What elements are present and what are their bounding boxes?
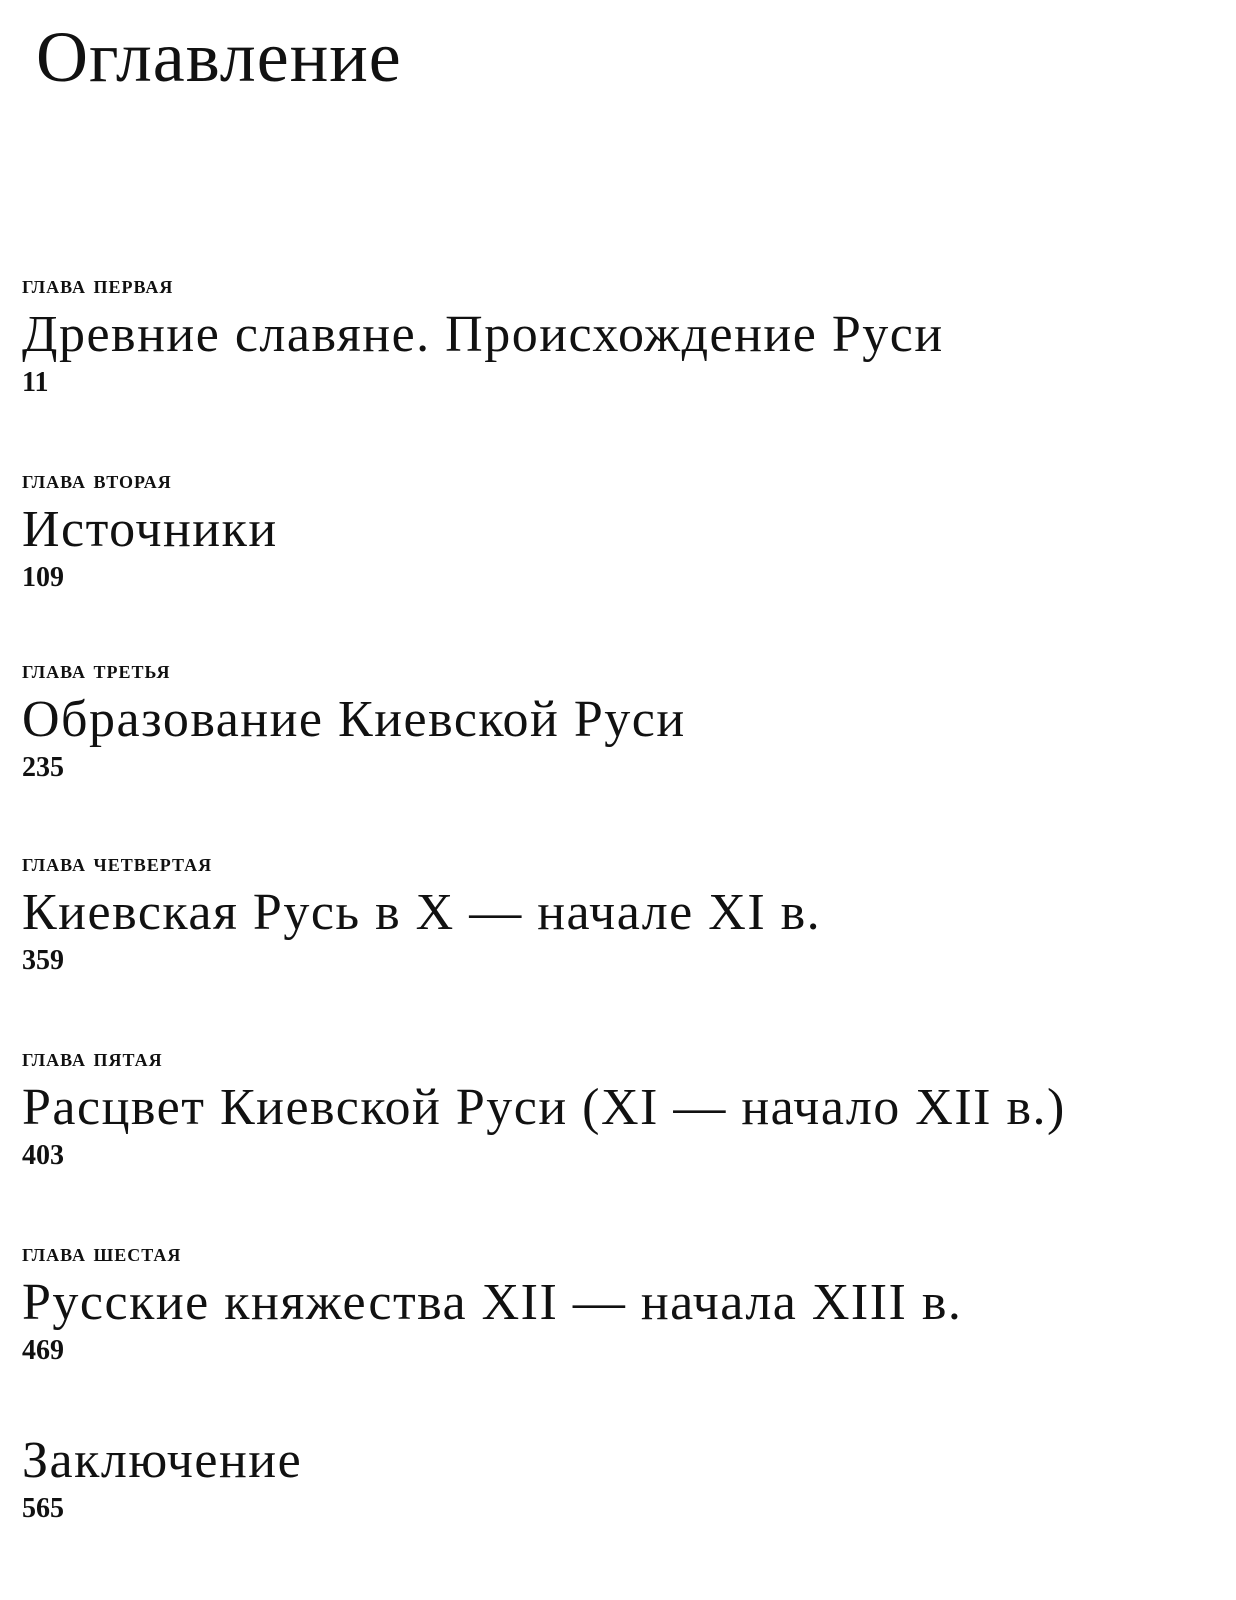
toc-entry-chapter-1[interactable] <box>22 270 1212 400</box>
chapter-page-number: 469 <box>22 1335 64 1366</box>
toc-entry-chapter-6[interactable] <box>22 1238 1212 1368</box>
chapter-label: глава третья <box>22 655 171 684</box>
chapter-page-number: 403 <box>22 1140 64 1171</box>
page-title: Оглавление <box>36 17 402 97</box>
chapter-page-number: 359 <box>22 945 64 976</box>
chapter-title: Киевская Русь в X — начале XI в. <box>22 884 822 941</box>
chapter-title: Древние славяне. Происхождение Руси <box>22 306 944 363</box>
chapter-title: Заключение <box>22 1432 303 1489</box>
toc-entry-chapter-4[interactable] <box>22 848 1212 978</box>
chapter-title: Русские княжества XII — начала XIII в. <box>22 1274 963 1331</box>
chapter-label: глава первая <box>22 270 174 299</box>
chapter-page-number: 235 <box>22 752 64 783</box>
chapter-title: Расцвет Киевской Руси (XI — начало XII в.) <box>22 1079 1066 1136</box>
toc-entry-chapter-2[interactable] <box>22 465 1212 595</box>
toc-entry-chapter-3[interactable] <box>22 655 1212 785</box>
chapter-page-number: 109 <box>22 562 64 593</box>
chapter-label: глава вторая <box>22 465 172 494</box>
toc-entry-conclusion[interactable] <box>22 1430 1212 1526</box>
chapter-label: глава пятая <box>22 1043 163 1072</box>
toc-entry-chapter-5[interactable] <box>22 1043 1212 1173</box>
chapter-label: глава четвертая <box>22 848 213 877</box>
chapter-page-number: 565 <box>22 1493 64 1524</box>
chapter-title: Источники <box>22 501 278 558</box>
chapter-title: Образование Киевской Руси <box>22 691 686 748</box>
chapter-label: глава шестая <box>22 1238 182 1267</box>
chapter-page-number: 11 <box>22 367 49 398</box>
